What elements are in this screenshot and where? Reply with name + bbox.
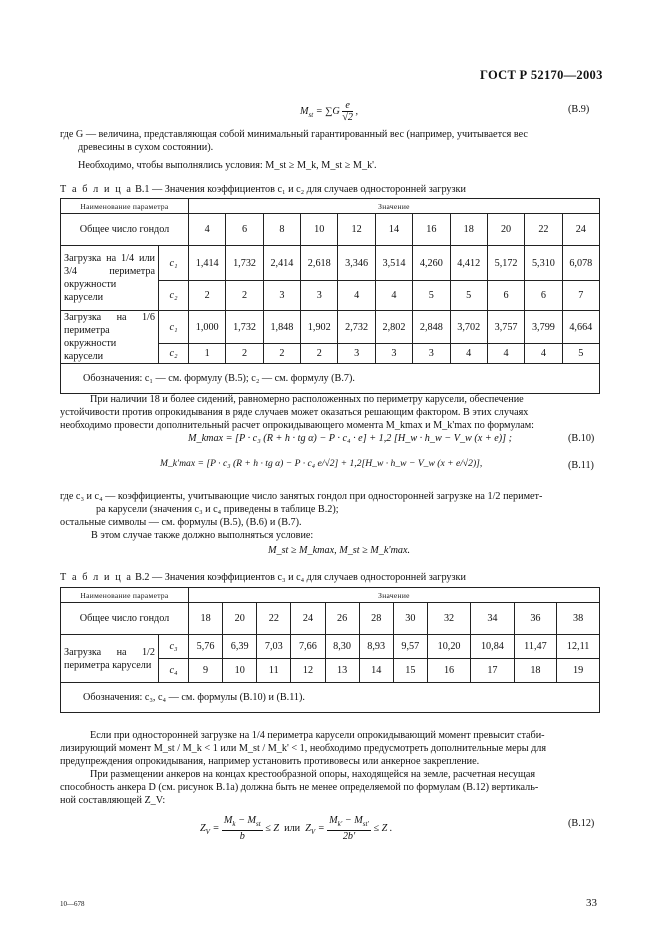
- table1-col-param: Наименование параметра: [61, 199, 189, 214]
- table1-sym-c2: c₂: [159, 281, 189, 311]
- table-cell: 4: [375, 281, 412, 311]
- para1-line2: устойчивости против опрокидывания в ряде случаев может оказаться решающим фактором. В этих случаях: [60, 407, 529, 418]
- table-cell: 1,414: [189, 246, 226, 281]
- table-cell: 10: [301, 214, 338, 246]
- table-cell: 8,30: [325, 635, 359, 659]
- table-cell: 11: [257, 659, 291, 683]
- table-cell: 4,664: [562, 311, 599, 344]
- table-cell: 1,902: [301, 311, 338, 344]
- table-cell: 2,618: [301, 246, 338, 281]
- table-cell: 16: [427, 659, 470, 683]
- table-cell: 1,732: [226, 246, 263, 281]
- formula-b11-label: (В.11): [568, 460, 594, 471]
- table-cell: 3: [263, 281, 300, 311]
- table-cell: 36: [514, 603, 557, 635]
- table-cell: 3: [301, 281, 338, 311]
- table-cell: 1: [189, 344, 226, 364]
- condition-2: M_st ≥ M_kmax, M_st ≥ M_k'max.: [268, 545, 411, 556]
- table2-count-label: Общее число гондол: [61, 603, 189, 635]
- table-cell: 10: [223, 659, 257, 683]
- formula-b10: M_kmax = [P · c₃ (R + h · tg α) − P · c₄ · e] + 1,2 [H_w · h_w − V_w (x + e)] ;: [188, 433, 513, 444]
- table2-caption-prefix: Т а б л и ц а: [60, 572, 133, 583]
- table-cell: 3,514: [375, 246, 412, 281]
- table-cell: 12: [291, 659, 325, 683]
- table-cell: 30: [393, 603, 427, 635]
- where-c-line4: В этом случае также должно выполняться условие:: [91, 530, 314, 541]
- table-cell: 5: [450, 281, 487, 311]
- table2-caption: [60, 571, 600, 584]
- table-cell: 2,848: [413, 311, 450, 344]
- table-cell: 5,76: [189, 635, 223, 659]
- formula-b9: $M_{st} = \sum G$ $\frac{e}{√2}$ ,: [300, 100, 359, 123]
- table-cell: 4: [525, 344, 562, 364]
- table-cell: 1,848: [263, 311, 300, 344]
- table-cell: 3: [413, 344, 450, 364]
- table-cell: 4: [487, 344, 524, 364]
- formula-b12-label: (В.12): [568, 818, 595, 829]
- table2-caption-rest: В.2 — Значения коэффициентов c₃ и c₄ для случаев односторонней загрузки: [135, 572, 466, 583]
- table-cell: 34: [471, 603, 514, 635]
- condition-1: Необходимо, чтобы выполнялись условия: M_st ≥ M_k, M_st ≥ M_k'.: [78, 160, 377, 171]
- table-cell: 2: [301, 344, 338, 364]
- table-cell: 7,03: [257, 635, 291, 659]
- table-cell: 20: [223, 603, 257, 635]
- table2-group-label: Загрузка на 1/2 периметра карусели: [61, 635, 159, 683]
- table-cell: 2,732: [338, 311, 375, 344]
- table1-caption: [60, 183, 600, 196]
- table-cell: 24: [291, 603, 325, 635]
- table2-sym-c4: c₄: [159, 659, 189, 683]
- table-cell: 18: [189, 603, 223, 635]
- table-cell: 2,802: [375, 311, 412, 344]
- table-cell: 1,000: [189, 311, 226, 344]
- table1-sym-c1: c₁: [159, 246, 189, 281]
- table-cell: 18: [450, 214, 487, 246]
- table-cell: 4: [189, 214, 226, 246]
- table-cell: 26: [325, 603, 359, 635]
- table1-row-g1-c1: [61, 246, 600, 281]
- table1-count-label: Общее число гондол: [61, 214, 189, 246]
- para3-line1: При размещении анкеров на концах крестообразной опоры, находящейся на земле, расчетная несущая: [90, 769, 536, 780]
- footer-code: 10—678: [60, 900, 85, 908]
- table2-row-counts: [61, 603, 600, 635]
- table-cell: 16: [413, 214, 450, 246]
- table2-sym-c3: c₃: [159, 635, 189, 659]
- table-cell: 5,172: [487, 246, 524, 281]
- para3-line3: ной составляющей Z_V:: [60, 795, 166, 806]
- table1-caption-rest: В.1 — Значения коэффициентов c₁ и c₂ для случаев односторонней загрузки: [135, 184, 466, 195]
- table-cell: 22: [525, 214, 562, 246]
- para2-line2: лизирующий момент M_st / M_k < 1 или M_st / M_k' < 1, необходимо предусмотреть дополнительные меры для: [60, 743, 547, 754]
- para2-line1: Если при односторонней загрузке на 1/4 периметра карусели опрокидывающий момент превысит стаби-: [90, 730, 545, 741]
- table1-row-counts: [61, 214, 600, 246]
- table-cell: 38: [557, 603, 600, 635]
- table-cell: 5,310: [525, 246, 562, 281]
- table-cell: 4: [338, 281, 375, 311]
- table-cell: 2,414: [263, 246, 300, 281]
- table-cell: 10,84: [471, 635, 514, 659]
- table-cell: 12: [338, 214, 375, 246]
- table1-col-value: Значение: [189, 199, 600, 214]
- table1-group2-label: Загрузка на 1/6 периметра окружности карусели: [61, 311, 159, 364]
- formula-b11: M_k'max = [P · c₃ (R + h · tg α) − P · c₄ e/√2] + 1,2[H_w · h_w − V_w (x + e/√2)],: [160, 458, 483, 469]
- table-cell: 28: [359, 603, 393, 635]
- formula-b12: $Z_V$ = $\frac{M_k - M_{st}}{b}$ ≤ Z или $Z_V$ = $\frac{M_{k'} - M_{st'}}{2b'}$ ≤ Z .: [200, 815, 393, 843]
- document-header: ГОСТ Р 52170—2003: [480, 68, 603, 82]
- table-cell: 6: [226, 214, 263, 246]
- table-cell: 3: [338, 344, 375, 364]
- table-cell: 14: [359, 659, 393, 683]
- table-cell: 8: [263, 214, 300, 246]
- table-cell: 19: [557, 659, 600, 683]
- table1-sym-c2-b: c₂: [159, 344, 189, 364]
- table-cell: 6: [525, 281, 562, 311]
- table-cell: 12,11: [557, 635, 600, 659]
- table-cell: 13: [325, 659, 359, 683]
- table-cell: 7: [562, 281, 599, 311]
- table-cell: 6,39: [223, 635, 257, 659]
- where-c-line3: остальные символы — см. формулы (В.5), (В.6) и (В.7).: [60, 517, 302, 528]
- table-cell: 32: [427, 603, 470, 635]
- table-cell: 11,47: [514, 635, 557, 659]
- table-cell: 5: [562, 344, 599, 364]
- table-cell: 15: [393, 659, 427, 683]
- table-cell: 6,078: [562, 246, 599, 281]
- table1-note: Обозначения: c₁ — см. формулу (В.5); c₂ — см. формулу (В.7).: [61, 364, 600, 394]
- table-cell: 3: [375, 344, 412, 364]
- table1-caption-prefix: Т а б л и ц а: [60, 184, 133, 195]
- table-cell: 3,757: [487, 311, 524, 344]
- table-cell: 3,346: [338, 246, 375, 281]
- formula-b9-label: (В.9): [568, 104, 590, 115]
- table2-row-c3: [61, 635, 600, 659]
- table-cell: 22: [257, 603, 291, 635]
- table-cell: 5: [413, 281, 450, 311]
- table-cell: 14: [375, 214, 412, 246]
- table-cell: 4: [450, 344, 487, 364]
- table2-col-param: Наименование параметра: [61, 588, 189, 603]
- table-cell: 4,260: [413, 246, 450, 281]
- table-cell: 10,20: [427, 635, 470, 659]
- table-cell: 24: [562, 214, 599, 246]
- where-g-line2: древесины в сухом состоянии).: [78, 142, 214, 153]
- para2-line3: предупреждения опрокидывания, например установить противовесы или анкерное закрепление.: [60, 756, 480, 767]
- where-c-line2: ра карусели (значения c₃ и c₄ приведены в таблице В.2);: [96, 504, 339, 515]
- table-cell: 3,702: [450, 311, 487, 344]
- table-cell: 7,66: [291, 635, 325, 659]
- para1-line1: При наличии 18 и более сидений, равномерно расположенных по периметру карусели, обеспечение: [90, 394, 524, 405]
- table-cell: 18: [514, 659, 557, 683]
- table-cell: 4,412: [450, 246, 487, 281]
- table-b1: [60, 198, 600, 394]
- table-cell: 3,799: [525, 311, 562, 344]
- table-cell: 17: [471, 659, 514, 683]
- table1-group1-label: Загрузка на 1/4 или 3/4 периметра окружности карусели: [61, 246, 159, 311]
- table-cell: 9: [189, 659, 223, 683]
- table-cell: 2: [226, 281, 263, 311]
- where-g-line1: где G — величина, представляющая собой минимальный гарантированный вес (например, учитывается вес: [60, 129, 528, 140]
- para1-line3: необходимо провести дополнительный расчет опрокидывающего момента M_kmax и M_k'max по формулам:: [60, 420, 534, 431]
- where-c-line1: где c₃ и c₄ — коэффициенты, учитывающие число занятых гондол при односторонней загрузке на 1/2 перимет-: [60, 491, 543, 502]
- table-cell: 9,57: [393, 635, 427, 659]
- formula-b10-label: (В.10): [568, 433, 595, 444]
- table-cell: 6: [487, 281, 524, 311]
- table1-row-g2-c1: [61, 311, 600, 344]
- table-cell: 2: [226, 344, 263, 364]
- table2-note: Обозначения: c₃, c₄ — см. формулы (В.10) и (В.11).: [61, 683, 600, 713]
- para3-line2: способность анкера D (см. рисунок В.1а) должна быть не менее определяемой по формулам (В.12) вертикаль-: [60, 782, 539, 793]
- table1-sym-c1-b: c₁: [159, 311, 189, 344]
- table-cell: 1,732: [226, 311, 263, 344]
- table2-col-value: Значение: [189, 588, 600, 603]
- table-cell: 8,93: [359, 635, 393, 659]
- table-cell: 2: [263, 344, 300, 364]
- page-number: 33: [586, 897, 597, 909]
- table-cell: 20: [487, 214, 524, 246]
- table-cell: 2: [189, 281, 226, 311]
- table-b2: [60, 587, 600, 713]
